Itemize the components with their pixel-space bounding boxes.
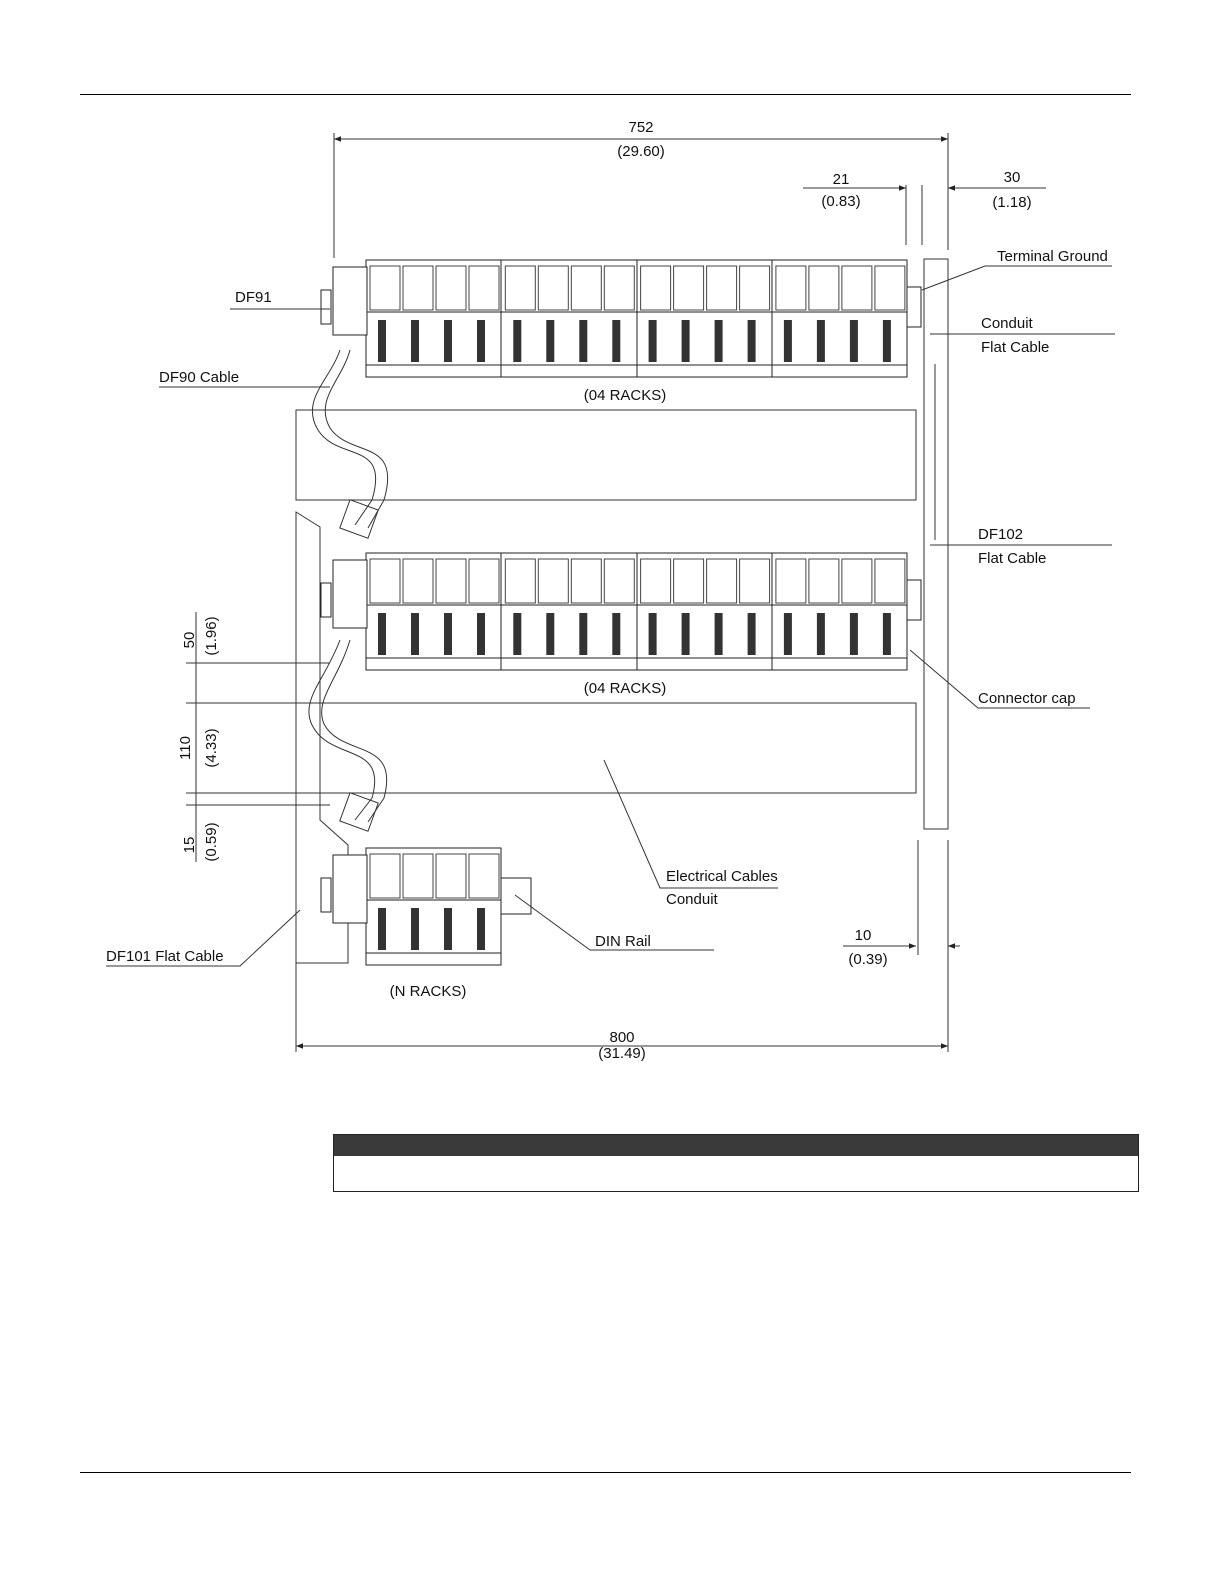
- dim50-mm: 50: [181, 631, 198, 649]
- connector-cap-label: Connector cap: [978, 690, 1076, 707]
- terminal-block: [784, 613, 792, 655]
- note-box: [333, 1134, 1139, 1192]
- flat-cable-mid-label: Flat Cable: [978, 550, 1047, 567]
- terminal-block: [649, 320, 657, 362]
- terminal-block: [444, 908, 452, 950]
- top-width-in: (29.60): [617, 143, 665, 160]
- terminal-block: [850, 613, 858, 655]
- terminal-block: [784, 320, 792, 362]
- terminal-block: [883, 613, 891, 655]
- gap21-in: (0.83): [821, 193, 861, 210]
- terminal-block: [579, 320, 587, 362]
- gap30-in: (1.18): [992, 194, 1032, 211]
- terminal-block: [715, 613, 723, 655]
- bottom-width-in: (31.49): [598, 1045, 646, 1062]
- terminal-block: [682, 613, 690, 655]
- bottom-width-mm: 800: [609, 1029, 635, 1046]
- footer-rule: [80, 1472, 1131, 1473]
- terminal-block: [378, 908, 386, 950]
- terminal-block: [546, 613, 554, 655]
- gap21-mm: 21: [832, 171, 850, 188]
- note-body: [334, 1156, 1138, 1191]
- dim10-mm: 10: [854, 927, 872, 944]
- terminal-block: [444, 320, 452, 362]
- terminal-block: [444, 613, 452, 655]
- terminal-block: [513, 613, 521, 655]
- terminal-block: [546, 320, 554, 362]
- terminal-block: [411, 908, 419, 950]
- dim10-in: (0.39): [848, 951, 888, 968]
- conduit-label: Conduit: [981, 315, 1033, 332]
- df102-label: DF102: [978, 526, 1024, 543]
- terminal-block: [612, 613, 620, 655]
- terminal-block: [579, 613, 587, 655]
- terminal-block: [682, 320, 690, 362]
- terminal-block: [477, 320, 485, 362]
- terminal-block: [411, 320, 419, 362]
- df101-flat-cable-label: DF101 Flat Cable: [106, 948, 224, 965]
- terminal-ground-label: Terminal Ground: [997, 248, 1108, 265]
- racks-mid-label: (04 RACKS): [583, 680, 667, 697]
- dim110-in: (4.33): [203, 728, 220, 768]
- gap30-mm: 30: [1003, 169, 1021, 186]
- df91-label: DF91: [235, 289, 272, 306]
- terminal-block: [715, 320, 723, 362]
- terminal-block: [477, 908, 485, 950]
- note-header: [334, 1135, 1138, 1156]
- terminal-block: [817, 320, 825, 362]
- terminal-block: [883, 320, 891, 362]
- din-rail-label: DIN Rail: [595, 933, 651, 950]
- terminal-block: [612, 320, 620, 362]
- top-width-mm: 752: [628, 119, 654, 136]
- terminal-block: [378, 320, 386, 362]
- conduit-bottom-label: Conduit: [666, 891, 718, 908]
- dim110-mm: 110: [177, 736, 194, 760]
- electrical-cables-label: Electrical Cables: [666, 868, 778, 885]
- dim50-in: (1.96): [203, 616, 220, 656]
- flat-cable-top-label: Flat Cable: [981, 339, 1050, 356]
- terminal-block: [477, 613, 485, 655]
- df90-cable-label: DF90 Cable: [159, 369, 240, 386]
- dim15-mm: 15: [181, 836, 198, 854]
- terminal-block: [850, 320, 858, 362]
- terminal-block: [748, 320, 756, 362]
- terminal-block: [378, 613, 386, 655]
- dim15-in: (0.59): [203, 822, 220, 862]
- terminal-block: [411, 613, 419, 655]
- terminal-block: [513, 320, 521, 362]
- terminal-block: [748, 613, 756, 655]
- terminal-block: [649, 613, 657, 655]
- terminal-block: [817, 613, 825, 655]
- racks-bottom-label: (N RACKS): [389, 983, 467, 1000]
- racks-top-label: (04 RACKS): [583, 387, 667, 404]
